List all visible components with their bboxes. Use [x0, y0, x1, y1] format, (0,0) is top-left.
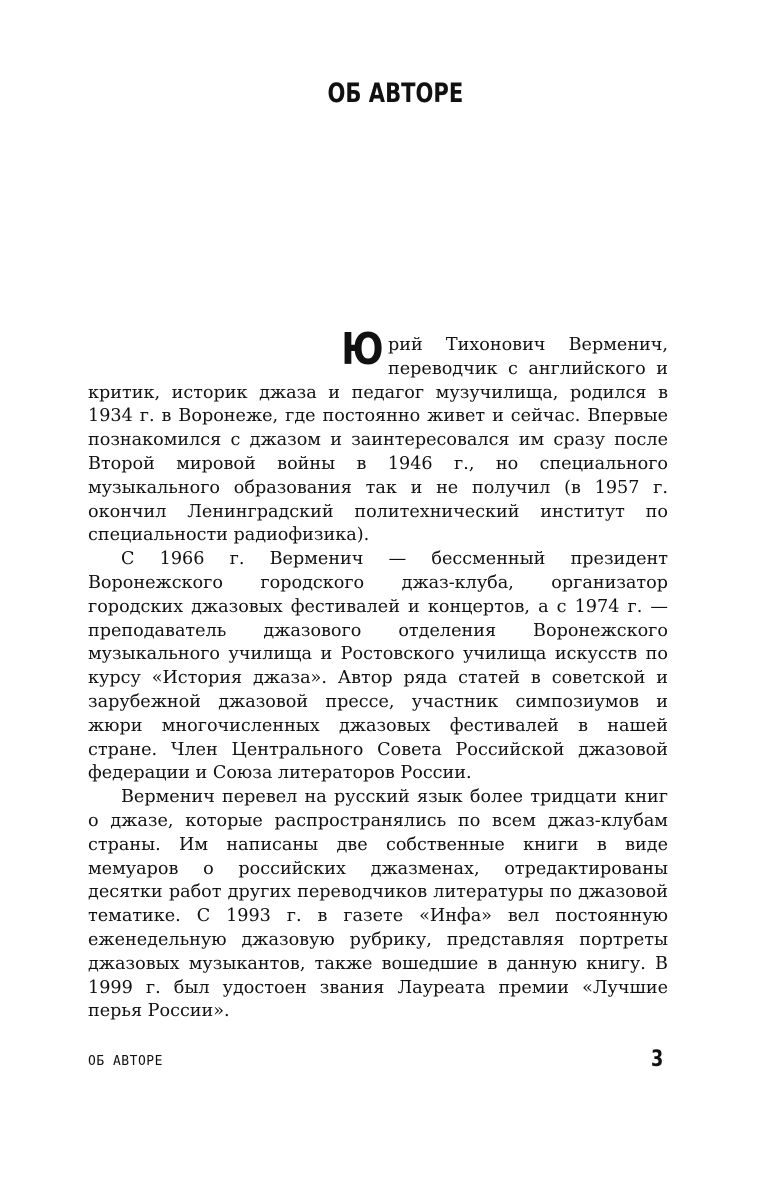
paragraph-1 [88, 324, 668, 548]
running-head: ОБ АВТОРЕ [88, 1054, 163, 1069]
drop-cap [88, 324, 388, 375]
drop-cap-letter: Ю [341, 324, 384, 375]
paragraph-3: Верменич перевел на русский язык более тридцати книг о джазе, которые распространялись по всем джаз-клубам страны. Им написаны две собственные книги в виде мемуаров о российских джазменах, отредактированы десятки работ других переводчиков литературы по джазовой тематике. С 1993 г. в газете «Инфа» вел постоянную еженедельную джазовую рубрику, представляя портреты джазовых музыкантов, также вошедшие в данную книгу. В 1999 г. был удостоен звания Лауреата премии «Лучшие перья России». [88, 787, 668, 1022]
article-body [88, 324, 668, 1024]
paragraph-2: С 1966 г. Верменич — бессменный президент Воронежского городского джаз-клуба, организатор городских джазовых фестивалей и концертов, а с 1974 г. — преподаватель джазового отделения Воронежского музыкального училища и Ростовского училища искусств по курсу «История джаза». Автор ряда статей в советской и зарубежной джазовой прессе, участник симпозиумов и жюри многочисленных джазовых фестивалей в нашей стране. Член Центрального Совета Российской джазовой федерации и Союза литераторов России. [88, 549, 668, 784]
page-number: 3 [651, 1047, 664, 1072]
page-title: ОБ АВТОРЕ [327, 78, 464, 109]
paragraph-1-text: рий Тихонович Верменич, переводчик с английского и критик, историк джаза и педагог музучилища, родился в 1934 г. в Воронеже, где постоянно живет и сейчас. Впервые познакомился с джазом и заинтересовался им сразу после Второй мировой войны в 1946 г., но специального музыкального образования так и не получил (в 1957 г. окончил Ленинградский политехнический институт по специальности радиофизика). [88, 335, 668, 546]
